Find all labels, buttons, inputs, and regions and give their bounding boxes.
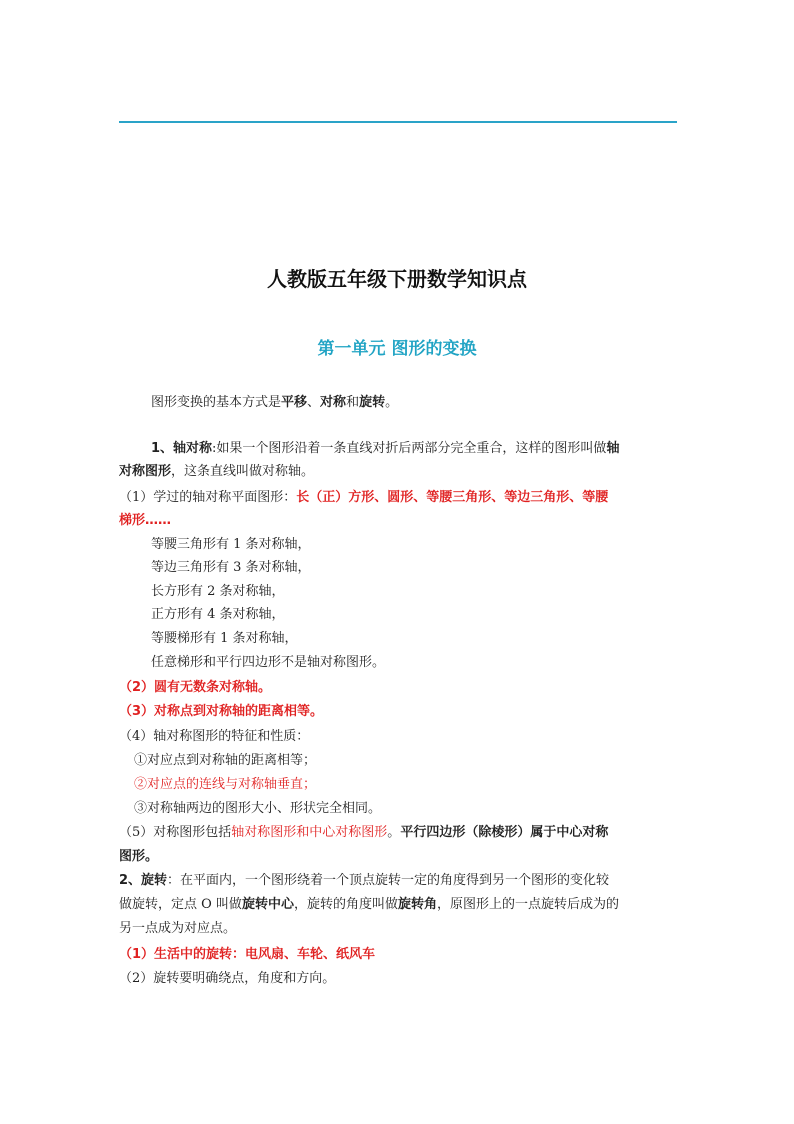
section-2-line-2: 做旋转，定点 O 叫做旋转中心，旋转的角度叫做旋转角，原图形上的一点旋转后成为的 bbox=[119, 897, 619, 912]
point-2: （2）圆有无数条对称轴。 bbox=[119, 680, 272, 695]
point-1-line-1: （1）学过的轴对称平面图形：长（正）方形、圆形、等腰三角形、等边三角形、等腰 bbox=[119, 490, 609, 505]
unit-heading: 第一单元 图形的变换 bbox=[317, 339, 477, 359]
section-1-line-1: 1、轴对称:如果一个图形沿着一条直线对折后两部分完全重合，这样的图形叫做轴 bbox=[151, 441, 620, 456]
point-4: （4）轴对称图形的特征和性质： bbox=[119, 729, 310, 744]
header-rule bbox=[119, 121, 677, 123]
axis-count-item: 等边三角形有 3 条对称轴， bbox=[151, 560, 311, 575]
axis-count-item: 等腰梯形有 1 条对称轴， bbox=[151, 631, 298, 646]
intro-paragraph: 图形变换的基本方式是平移、对称和旋转。 bbox=[151, 395, 399, 410]
axis-count-item: 长方形有 2 条对称轴， bbox=[151, 584, 285, 599]
rotation-point-1: （1）生活中的旋转：电风扇、车轮、纸风车 bbox=[119, 947, 376, 962]
point-1-line-2: 梯形…… bbox=[119, 513, 172, 528]
section-2-line-1: 2、旋转：在平面内，一个图形绕着一个顶点旋转一定的角度得到另一个图形的变化较 bbox=[119, 873, 610, 888]
section-1-line-2: 对称图形，这条直线叫做对称轴。 bbox=[119, 464, 315, 479]
rotation-point-2: （2）旋转要明确绕点，角度和方向。 bbox=[119, 971, 336, 986]
point-5-line-1: （5）对称图形包括轴对称图形和中心对称图形。平行四边形（除棱形）属于中心对称 bbox=[119, 825, 609, 840]
property-item: ②对应点的连线与对称轴垂直； bbox=[134, 777, 317, 792]
property-item: ①对应点到对称轴的距离相等； bbox=[134, 753, 317, 768]
point-3: （3）对称点到对称轴的距离相等。 bbox=[119, 704, 324, 719]
axis-count-item: 正方形有 4 条对称轴， bbox=[151, 607, 285, 622]
axis-count-item: 等腰三角形有 1 条对称轴， bbox=[151, 537, 311, 552]
axis-count-item: 任意梯形和平行四边形不是轴对称图形。 bbox=[151, 655, 386, 670]
section-2-line-3: 另一点成为对应点。 bbox=[119, 921, 237, 936]
point-5-line-2: 图形。 bbox=[119, 849, 159, 864]
document-title: 人教版五年级下册数学知识点 bbox=[267, 267, 527, 291]
property-item: ③对称轴两边的图形大小、形状完全相同。 bbox=[134, 801, 382, 816]
